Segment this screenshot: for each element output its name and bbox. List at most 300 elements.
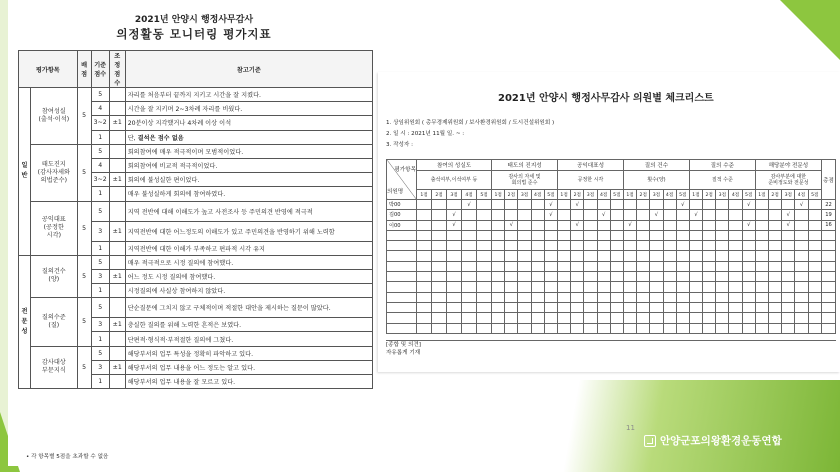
score-cell[interactable] bbox=[610, 272, 623, 282]
score-cell[interactable] bbox=[795, 323, 808, 333]
score-cell[interactable] bbox=[492, 292, 505, 302]
score-cell[interactable] bbox=[703, 230, 716, 240]
check-mark[interactable]: √ bbox=[597, 210, 610, 220]
score-cell[interactable] bbox=[808, 230, 821, 240]
score-cell[interactable] bbox=[729, 313, 742, 323]
score-cell[interactable] bbox=[544, 251, 557, 261]
score-cell[interactable] bbox=[822, 241, 836, 251]
score-cell[interactable] bbox=[610, 200, 623, 210]
score-cell[interactable] bbox=[703, 261, 716, 271]
score-cell[interactable] bbox=[505, 241, 518, 251]
score-cell[interactable] bbox=[584, 272, 597, 282]
score-cell[interactable] bbox=[477, 200, 492, 210]
score-cell[interactable] bbox=[558, 241, 571, 251]
score-cell[interactable] bbox=[637, 313, 650, 323]
score-cell[interactable] bbox=[769, 313, 782, 323]
score-cell[interactable] bbox=[808, 251, 821, 261]
score-cell[interactable] bbox=[544, 282, 557, 292]
score-cell[interactable] bbox=[650, 200, 663, 210]
score-cell[interactable] bbox=[462, 313, 477, 323]
score-cell[interactable] bbox=[808, 323, 821, 333]
score-cell[interactable] bbox=[663, 292, 676, 302]
score-cell[interactable] bbox=[518, 313, 531, 323]
score-cell[interactable] bbox=[531, 313, 544, 323]
score-cell[interactable] bbox=[689, 200, 702, 210]
score-cell[interactable] bbox=[597, 323, 610, 333]
score-cell[interactable] bbox=[769, 200, 782, 210]
score-cell[interactable] bbox=[417, 220, 432, 230]
score-cell[interactable] bbox=[650, 251, 663, 261]
score-cell[interactable] bbox=[623, 241, 636, 251]
score-cell[interactable] bbox=[544, 230, 557, 240]
score-cell[interactable] bbox=[505, 230, 518, 240]
score-cell[interactable] bbox=[558, 272, 571, 282]
score-cell[interactable] bbox=[808, 302, 821, 312]
score-cell[interactable] bbox=[755, 241, 768, 251]
score-cell[interactable] bbox=[650, 230, 663, 240]
score-cell[interactable] bbox=[650, 241, 663, 251]
score-cell[interactable] bbox=[742, 210, 755, 220]
score-cell[interactable] bbox=[808, 261, 821, 271]
score-cell[interactable] bbox=[822, 230, 836, 240]
score-cell[interactable] bbox=[769, 220, 782, 230]
score-cell[interactable] bbox=[518, 241, 531, 251]
score-cell[interactable] bbox=[782, 241, 795, 251]
score-cell[interactable] bbox=[584, 292, 597, 302]
score-cell[interactable] bbox=[477, 230, 492, 240]
score-cell[interactable] bbox=[637, 210, 650, 220]
score-cell[interactable] bbox=[795, 241, 808, 251]
score-cell[interactable] bbox=[432, 292, 447, 302]
score-cell[interactable] bbox=[795, 292, 808, 302]
score-cell[interactable] bbox=[447, 313, 462, 323]
score-cell[interactable] bbox=[650, 261, 663, 271]
score-cell[interactable] bbox=[584, 313, 597, 323]
score-cell[interactable] bbox=[663, 220, 676, 230]
score-cell[interactable] bbox=[505, 292, 518, 302]
score-cell[interactable] bbox=[689, 323, 702, 333]
score-cell[interactable] bbox=[769, 292, 782, 302]
score-cell[interactable] bbox=[531, 200, 544, 210]
score-cell[interactable] bbox=[663, 272, 676, 282]
score-cell[interactable] bbox=[742, 313, 755, 323]
member-name[interactable] bbox=[387, 292, 417, 302]
score-cell[interactable] bbox=[531, 282, 544, 292]
score-cell[interactable] bbox=[637, 200, 650, 210]
score-cell[interactable] bbox=[505, 210, 518, 220]
score-cell[interactable] bbox=[571, 292, 584, 302]
score-cell[interactable] bbox=[769, 282, 782, 292]
score-cell[interactable] bbox=[795, 313, 808, 323]
score-cell[interactable] bbox=[571, 210, 584, 220]
score-cell[interactable] bbox=[544, 220, 557, 230]
score-cell[interactable] bbox=[755, 313, 768, 323]
score-cell[interactable] bbox=[689, 241, 702, 251]
score-cell[interactable] bbox=[584, 220, 597, 230]
score-cell[interactable] bbox=[663, 261, 676, 271]
score-cell[interactable] bbox=[518, 302, 531, 312]
score-cell[interactable] bbox=[432, 282, 447, 292]
score-cell[interactable] bbox=[795, 210, 808, 220]
score-cell[interactable] bbox=[610, 210, 623, 220]
member-name[interactable] bbox=[387, 230, 417, 240]
score-cell[interactable] bbox=[571, 302, 584, 312]
score-cell[interactable] bbox=[650, 323, 663, 333]
score-cell[interactable] bbox=[782, 200, 795, 210]
score-cell[interactable] bbox=[597, 241, 610, 251]
score-cell[interactable] bbox=[531, 272, 544, 282]
score-cell[interactable] bbox=[417, 282, 432, 292]
score-cell[interactable] bbox=[755, 302, 768, 312]
score-cell[interactable] bbox=[610, 230, 623, 240]
score-cell[interactable] bbox=[432, 241, 447, 251]
score-cell[interactable] bbox=[623, 230, 636, 240]
score-cell[interactable] bbox=[571, 261, 584, 271]
score-cell[interactable] bbox=[637, 282, 650, 292]
score-cell[interactable] bbox=[571, 282, 584, 292]
score-cell[interactable] bbox=[477, 323, 492, 333]
score-cell[interactable] bbox=[769, 302, 782, 312]
score-cell[interactable] bbox=[505, 261, 518, 271]
score-cell[interactable] bbox=[558, 200, 571, 210]
score-cell[interactable] bbox=[755, 230, 768, 240]
score-cell[interactable] bbox=[822, 282, 836, 292]
score-cell[interactable] bbox=[417, 200, 432, 210]
score-cell[interactable] bbox=[447, 272, 462, 282]
score-cell[interactable] bbox=[729, 272, 742, 282]
score-cell[interactable] bbox=[637, 323, 650, 333]
score-cell[interactable] bbox=[610, 292, 623, 302]
score-cell[interactable] bbox=[689, 302, 702, 312]
score-cell[interactable] bbox=[716, 251, 729, 261]
score-cell[interactable] bbox=[769, 323, 782, 333]
score-cell[interactable] bbox=[822, 251, 836, 261]
score-cell[interactable] bbox=[808, 200, 821, 210]
score-cell[interactable] bbox=[742, 272, 755, 282]
score-cell[interactable] bbox=[505, 313, 518, 323]
score-cell[interactable] bbox=[492, 261, 505, 271]
score-cell[interactable] bbox=[610, 251, 623, 261]
score-cell[interactable] bbox=[571, 313, 584, 323]
score-cell[interactable] bbox=[676, 230, 689, 240]
score-cell[interactable] bbox=[676, 261, 689, 271]
check-mark[interactable]: √ bbox=[676, 200, 689, 210]
score-cell[interactable] bbox=[477, 210, 492, 220]
score-cell[interactable] bbox=[558, 220, 571, 230]
score-cell[interactable] bbox=[663, 251, 676, 261]
score-cell[interactable] bbox=[716, 313, 729, 323]
score-cell[interactable] bbox=[518, 230, 531, 240]
score-cell[interactable] bbox=[531, 230, 544, 240]
score-cell[interactable] bbox=[822, 292, 836, 302]
score-cell[interactable] bbox=[742, 230, 755, 240]
score-cell[interactable] bbox=[623, 302, 636, 312]
score-cell[interactable] bbox=[703, 313, 716, 323]
score-cell[interactable] bbox=[623, 313, 636, 323]
member-name[interactable] bbox=[387, 241, 417, 251]
score-cell[interactable] bbox=[518, 282, 531, 292]
score-cell[interactable] bbox=[716, 241, 729, 251]
score-cell[interactable] bbox=[417, 313, 432, 323]
score-cell[interactable] bbox=[703, 302, 716, 312]
score-cell[interactable] bbox=[477, 220, 492, 230]
score-cell[interactable] bbox=[808, 241, 821, 251]
score-cell[interactable] bbox=[544, 241, 557, 251]
score-cell[interactable] bbox=[531, 220, 544, 230]
score-cell[interactable] bbox=[477, 241, 492, 251]
score-cell[interactable] bbox=[637, 220, 650, 230]
score-cell[interactable] bbox=[716, 200, 729, 210]
score-cell[interactable] bbox=[597, 282, 610, 292]
score-cell[interactable] bbox=[584, 241, 597, 251]
score-cell[interactable] bbox=[795, 220, 808, 230]
score-cell[interactable] bbox=[795, 230, 808, 240]
score-cell[interactable] bbox=[637, 230, 650, 240]
score-cell[interactable] bbox=[676, 292, 689, 302]
score-cell[interactable] bbox=[505, 282, 518, 292]
score-cell[interactable] bbox=[518, 323, 531, 333]
score-cell[interactable] bbox=[462, 272, 477, 282]
score-cell[interactable] bbox=[544, 323, 557, 333]
score-cell[interactable] bbox=[755, 251, 768, 261]
score-cell[interactable] bbox=[742, 251, 755, 261]
score-cell[interactable] bbox=[729, 282, 742, 292]
score-cell[interactable] bbox=[462, 302, 477, 312]
score-cell[interactable] bbox=[432, 220, 447, 230]
score-cell[interactable] bbox=[729, 210, 742, 220]
score-cell[interactable] bbox=[703, 210, 716, 220]
score-cell[interactable] bbox=[716, 220, 729, 230]
score-cell[interactable] bbox=[716, 210, 729, 220]
check-mark[interactable]: √ bbox=[447, 220, 462, 230]
score-cell[interactable] bbox=[432, 323, 447, 333]
score-cell[interactable] bbox=[769, 251, 782, 261]
score-cell[interactable] bbox=[417, 210, 432, 220]
score-cell[interactable] bbox=[650, 313, 663, 323]
score-cell[interactable] bbox=[432, 210, 447, 220]
check-mark[interactable]: √ bbox=[447, 210, 462, 220]
score-cell[interactable] bbox=[623, 261, 636, 271]
score-cell[interactable] bbox=[729, 302, 742, 312]
score-cell[interactable] bbox=[597, 313, 610, 323]
score-cell[interactable] bbox=[492, 272, 505, 282]
score-cell[interactable] bbox=[703, 272, 716, 282]
score-cell[interactable] bbox=[417, 251, 432, 261]
score-cell[interactable] bbox=[610, 302, 623, 312]
score-cell[interactable] bbox=[518, 292, 531, 302]
score-cell[interactable] bbox=[597, 251, 610, 261]
score-cell[interactable] bbox=[623, 272, 636, 282]
score-cell[interactable] bbox=[637, 241, 650, 251]
score-cell[interactable] bbox=[518, 220, 531, 230]
score-cell[interactable] bbox=[462, 230, 477, 240]
check-mark[interactable]: √ bbox=[505, 220, 518, 230]
score-cell[interactable] bbox=[584, 323, 597, 333]
score-cell[interactable] bbox=[769, 241, 782, 251]
score-cell[interactable] bbox=[808, 272, 821, 282]
score-cell[interactable] bbox=[769, 272, 782, 282]
score-cell[interactable] bbox=[492, 323, 505, 333]
score-cell[interactable] bbox=[417, 241, 432, 251]
score-cell[interactable] bbox=[558, 302, 571, 312]
score-cell[interactable] bbox=[417, 230, 432, 240]
score-cell[interactable] bbox=[432, 230, 447, 240]
score-cell[interactable] bbox=[663, 230, 676, 240]
score-cell[interactable] bbox=[492, 241, 505, 251]
score-cell[interactable] bbox=[782, 323, 795, 333]
score-cell[interactable] bbox=[676, 323, 689, 333]
score-cell[interactable] bbox=[544, 292, 557, 302]
score-cell[interactable] bbox=[795, 272, 808, 282]
score-cell[interactable] bbox=[623, 251, 636, 261]
score-cell[interactable] bbox=[729, 230, 742, 240]
score-cell[interactable] bbox=[610, 261, 623, 271]
score-cell[interactable] bbox=[571, 241, 584, 251]
check-mark[interactable]: √ bbox=[742, 200, 755, 210]
score-cell[interactable] bbox=[676, 220, 689, 230]
score-cell[interactable] bbox=[755, 261, 768, 271]
score-cell[interactable] bbox=[755, 200, 768, 210]
score-cell[interactable] bbox=[492, 220, 505, 230]
score-cell[interactable] bbox=[663, 282, 676, 292]
member-name[interactable] bbox=[387, 272, 417, 282]
score-cell[interactable] bbox=[742, 241, 755, 251]
score-cell[interactable] bbox=[808, 282, 821, 292]
score-cell[interactable] bbox=[703, 220, 716, 230]
score-cell[interactable] bbox=[623, 323, 636, 333]
score-cell[interactable] bbox=[716, 323, 729, 333]
score-cell[interactable] bbox=[492, 302, 505, 312]
score-cell[interactable] bbox=[703, 200, 716, 210]
score-cell[interactable] bbox=[518, 261, 531, 271]
score-cell[interactable] bbox=[822, 323, 836, 333]
score-cell[interactable] bbox=[531, 302, 544, 312]
check-mark[interactable]: √ bbox=[571, 200, 584, 210]
score-cell[interactable] bbox=[637, 272, 650, 282]
score-cell[interactable] bbox=[462, 251, 477, 261]
score-cell[interactable] bbox=[544, 261, 557, 271]
score-cell[interactable] bbox=[703, 323, 716, 333]
score-cell[interactable] bbox=[447, 251, 462, 261]
check-mark[interactable]: √ bbox=[782, 220, 795, 230]
score-cell[interactable] bbox=[689, 313, 702, 323]
member-name[interactable] bbox=[387, 282, 417, 292]
score-cell[interactable] bbox=[742, 302, 755, 312]
score-cell[interactable] bbox=[716, 261, 729, 271]
score-cell[interactable] bbox=[518, 200, 531, 210]
score-cell[interactable] bbox=[518, 251, 531, 261]
score-cell[interactable] bbox=[432, 313, 447, 323]
score-cell[interactable] bbox=[462, 220, 477, 230]
score-cell[interactable] bbox=[795, 261, 808, 271]
score-cell[interactable] bbox=[676, 313, 689, 323]
score-cell[interactable] bbox=[755, 292, 768, 302]
score-cell[interactable] bbox=[676, 241, 689, 251]
score-cell[interactable] bbox=[531, 292, 544, 302]
score-cell[interactable] bbox=[716, 282, 729, 292]
score-cell[interactable] bbox=[447, 292, 462, 302]
member-name[interactable] bbox=[387, 261, 417, 271]
score-cell[interactable] bbox=[597, 261, 610, 271]
score-cell[interactable] bbox=[703, 251, 716, 261]
score-cell[interactable] bbox=[729, 261, 742, 271]
score-cell[interactable] bbox=[822, 261, 836, 271]
score-cell[interactable] bbox=[703, 282, 716, 292]
score-cell[interactable] bbox=[637, 261, 650, 271]
score-cell[interactable] bbox=[822, 272, 836, 282]
score-cell[interactable] bbox=[742, 261, 755, 271]
score-cell[interactable] bbox=[610, 220, 623, 230]
score-cell[interactable] bbox=[716, 230, 729, 240]
score-cell[interactable] bbox=[492, 200, 505, 210]
score-cell[interactable] bbox=[742, 292, 755, 302]
score-cell[interactable] bbox=[729, 251, 742, 261]
score-cell[interactable] bbox=[623, 292, 636, 302]
score-cell[interactable] bbox=[716, 272, 729, 282]
score-cell[interactable] bbox=[729, 241, 742, 251]
score-cell[interactable] bbox=[729, 292, 742, 302]
score-cell[interactable] bbox=[755, 210, 768, 220]
score-cell[interactable] bbox=[571, 230, 584, 240]
score-cell[interactable] bbox=[597, 272, 610, 282]
score-cell[interactable] bbox=[742, 282, 755, 292]
score-cell[interactable] bbox=[477, 302, 492, 312]
score-cell[interactable] bbox=[417, 292, 432, 302]
score-cell[interactable] bbox=[729, 200, 742, 210]
score-cell[interactable] bbox=[505, 200, 518, 210]
score-cell[interactable] bbox=[477, 313, 492, 323]
score-cell[interactable] bbox=[447, 230, 462, 240]
score-cell[interactable] bbox=[676, 302, 689, 312]
score-cell[interactable] bbox=[447, 261, 462, 271]
score-cell[interactable] bbox=[584, 261, 597, 271]
score-cell[interactable] bbox=[808, 220, 821, 230]
score-cell[interactable] bbox=[432, 302, 447, 312]
score-cell[interactable] bbox=[544, 272, 557, 282]
member-name[interactable] bbox=[387, 313, 417, 323]
score-cell[interactable] bbox=[795, 251, 808, 261]
score-cell[interactable] bbox=[663, 323, 676, 333]
score-cell[interactable] bbox=[742, 323, 755, 333]
score-cell[interactable] bbox=[584, 251, 597, 261]
score-cell[interactable] bbox=[782, 261, 795, 271]
score-cell[interactable] bbox=[558, 210, 571, 220]
score-cell[interactable] bbox=[610, 313, 623, 323]
score-cell[interactable] bbox=[432, 272, 447, 282]
score-cell[interactable] bbox=[505, 302, 518, 312]
score-cell[interactable] bbox=[689, 220, 702, 230]
score-cell[interactable] bbox=[558, 292, 571, 302]
score-cell[interactable] bbox=[729, 323, 742, 333]
score-cell[interactable] bbox=[755, 282, 768, 292]
score-cell[interactable] bbox=[477, 261, 492, 271]
score-cell[interactable] bbox=[689, 230, 702, 240]
check-mark[interactable]: √ bbox=[571, 220, 584, 230]
check-mark[interactable]: √ bbox=[742, 220, 755, 230]
score-cell[interactable] bbox=[544, 302, 557, 312]
score-cell[interactable] bbox=[689, 282, 702, 292]
check-mark[interactable]: √ bbox=[782, 210, 795, 220]
score-cell[interactable] bbox=[531, 323, 544, 333]
score-cell[interactable] bbox=[650, 292, 663, 302]
score-cell[interactable] bbox=[637, 251, 650, 261]
score-cell[interactable] bbox=[597, 292, 610, 302]
score-cell[interactable] bbox=[492, 230, 505, 240]
score-cell[interactable] bbox=[676, 251, 689, 261]
score-cell[interactable] bbox=[447, 241, 462, 251]
score-cell[interactable] bbox=[432, 200, 447, 210]
score-cell[interactable] bbox=[650, 272, 663, 282]
